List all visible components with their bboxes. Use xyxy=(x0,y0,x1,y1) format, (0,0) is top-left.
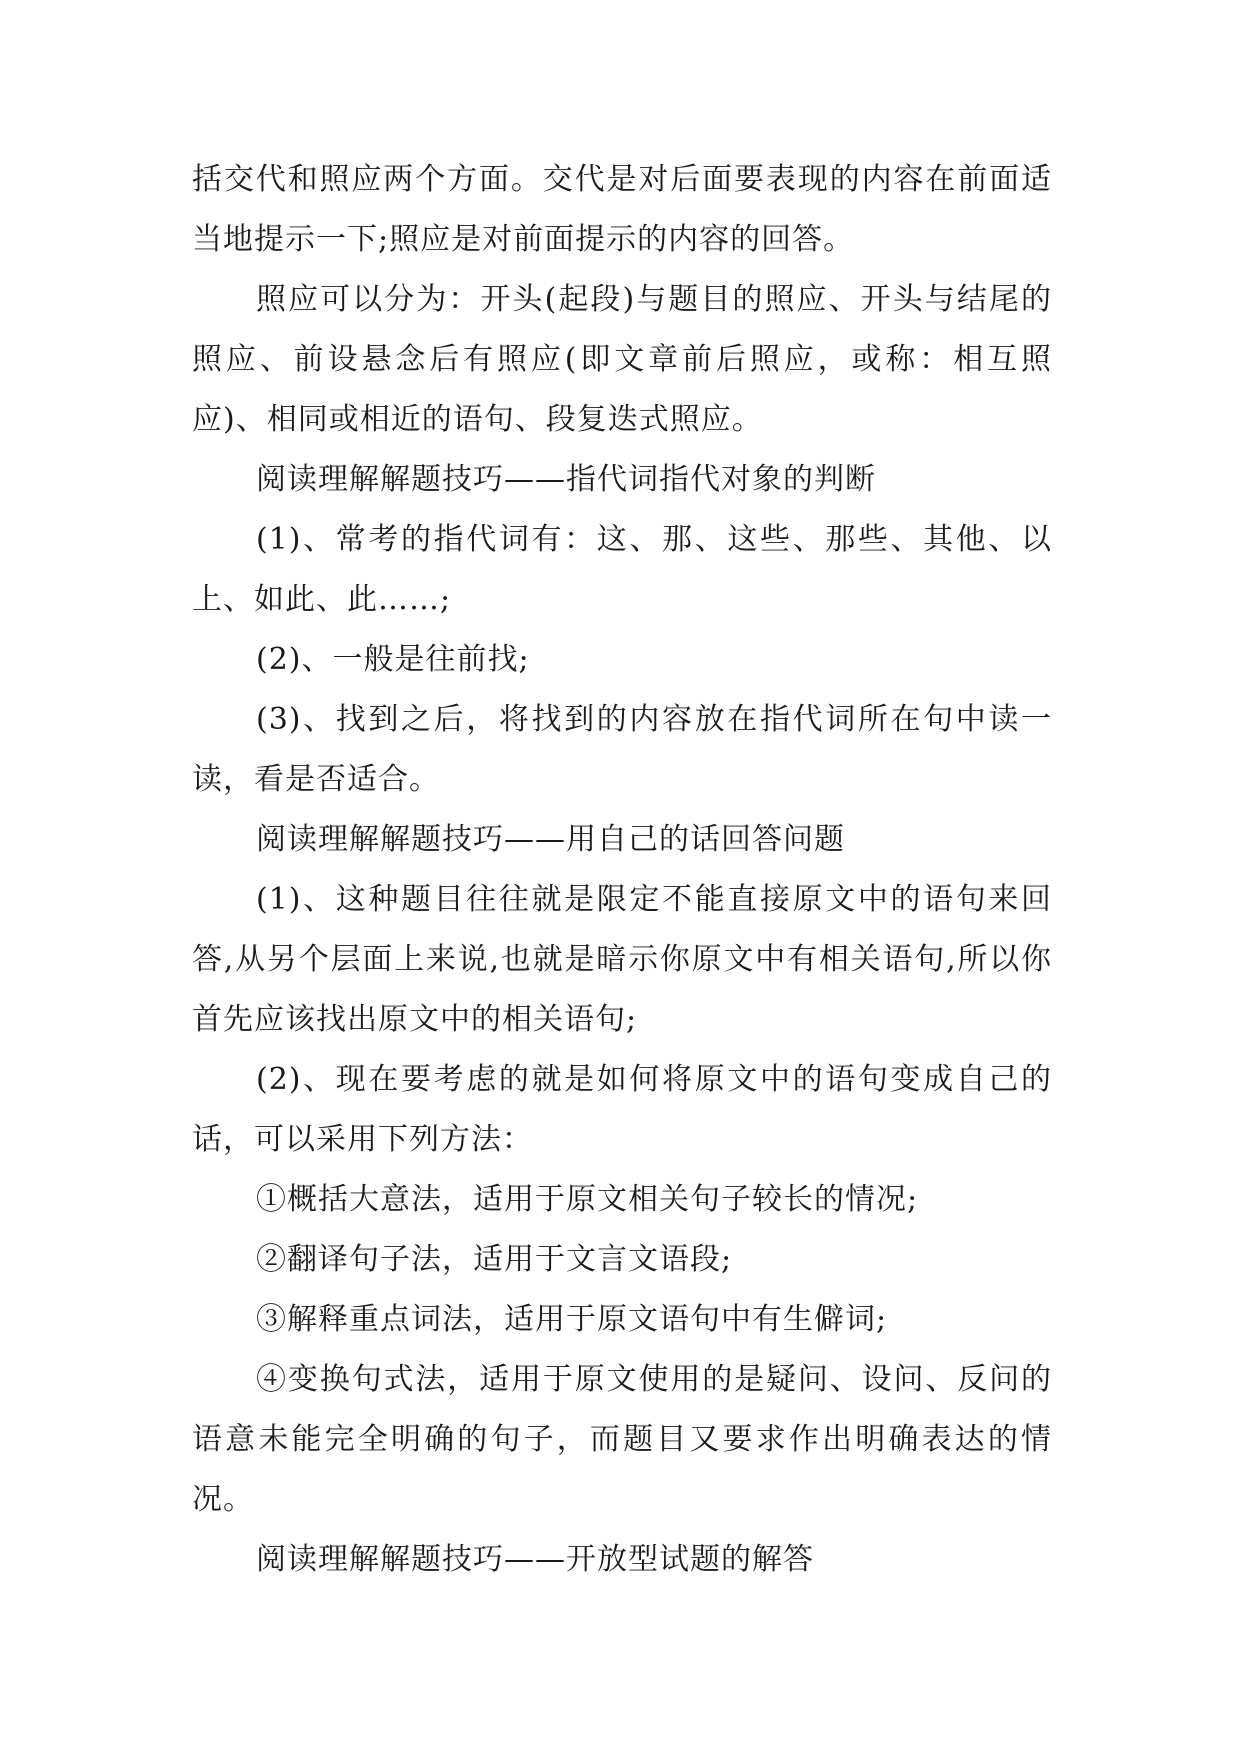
method-item-explain-keywords: ③解释重点词法，适用于原文语句中有生僻词; xyxy=(256,1302,888,1337)
section-heading-own-words: 阅读理解解题技巧——用自己的话回答问题 xyxy=(256,822,845,857)
paragraph-continuation: 括交代和照应两个方面。交代是对后面要表现的内容在前面适当地提示一下;照应是对前面提示的内容的回答。 xyxy=(192,162,1052,257)
list-item-pronoun-2: (2)、一般是往前找; xyxy=(256,642,530,677)
list-item-pronoun-1: (1)、常考的指代词有：这、那、这些、那些、其他、以上、如此、此……; xyxy=(192,522,1052,617)
section-heading-open-questions: 阅读理解解题技巧——开放型试题的解答 xyxy=(256,1542,814,1577)
paragraph-echo-types: 照应可以分为：开头(起段)与题目的照应、开头与结尾的照应、前设悬念后有照应(即文章前后照应，或称：相互照应)、相同或相近的语句、段复迭式照应。 xyxy=(192,282,1052,437)
document-page xyxy=(192,150,1052,1590)
method-item-translate: ②翻译句子法，适用于文言文语段; xyxy=(256,1242,733,1277)
method-item-summarize: ①概括大意法，适用于原文相关句子较长的情况; xyxy=(256,1182,919,1217)
list-item-own-words-1: (1)、这种题目往往就是限定不能直接原文中的语句来回答,从另个层面上来说,也就是暗示你原文中有相关语句,所以你首先应该找出原文中的相关语句; xyxy=(192,882,1052,1037)
list-item-own-words-2: (2)、现在要考虑的就是如何将原文中的语句变成自己的话，可以采用下列方法： xyxy=(192,1062,1052,1157)
section-heading-pronoun-reference: 阅读理解解题技巧——指代词指代对象的判断 xyxy=(256,462,876,497)
list-item-pronoun-3: (3)、找到之后，将找到的内容放在指代词所在句中读一读，看是否适合。 xyxy=(192,702,1052,797)
method-item-change-sentence: ④变换句式法，适用于原文使用的是疑问、设问、反问的语意未能完全明确的句子，而题目又要求作出明确表达的情况。 xyxy=(192,1362,1052,1517)
